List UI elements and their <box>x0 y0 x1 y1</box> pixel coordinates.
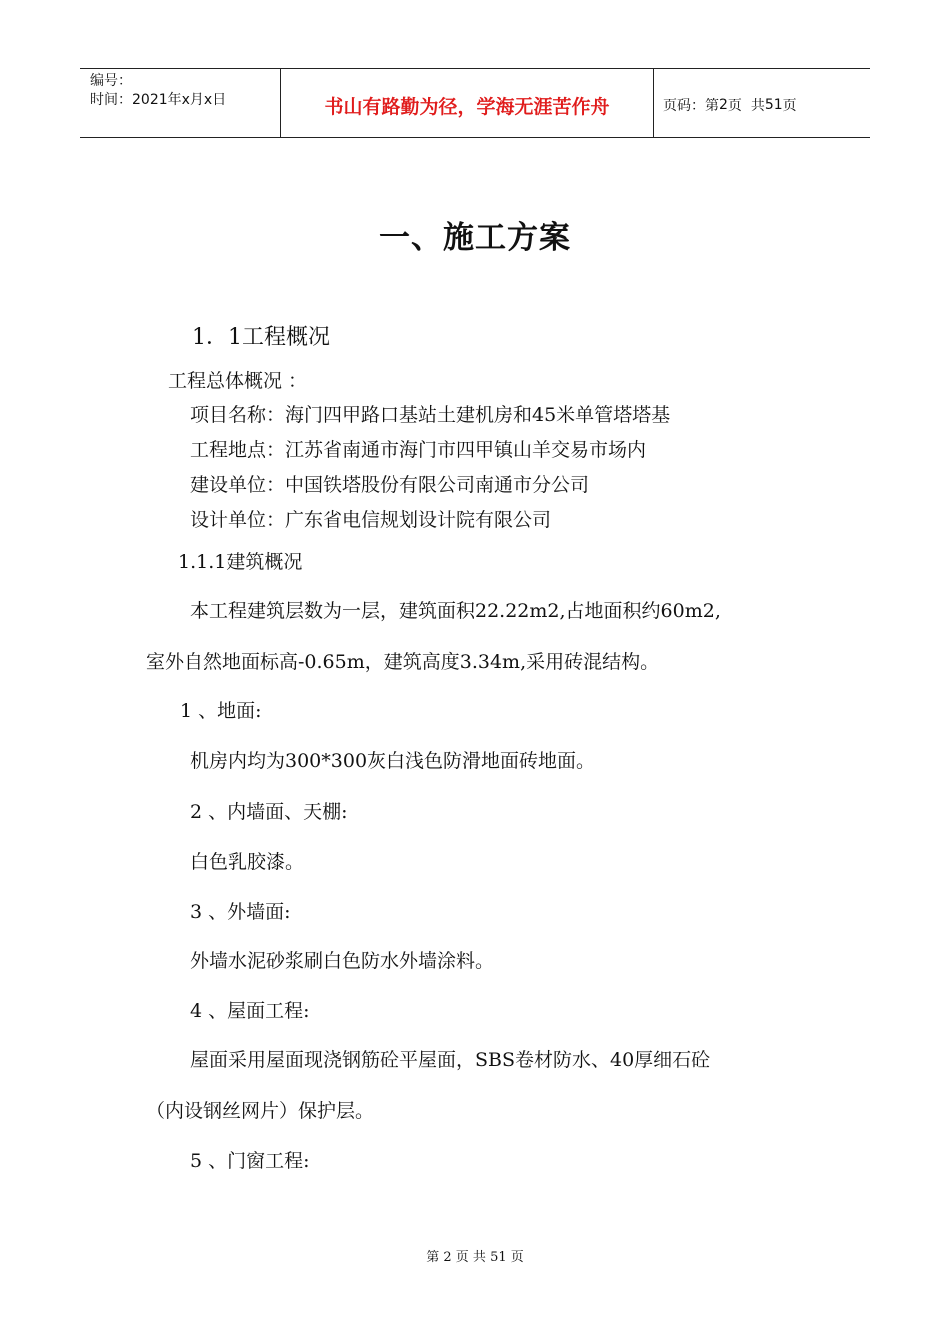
page-title: 一、施工方案 <box>379 220 571 256</box>
document-time-label: 时间：2021年x月x日 <box>90 92 227 108</box>
building-para-line1: 本工程建筑层数为一层，建筑面积22.22m2,占地面积约60m2, <box>190 600 721 622</box>
construction-unit: 建设单位：中国铁塔股份有限公司南通市分公司 <box>190 474 590 496</box>
item5-title: 5 、门窗工程: <box>190 1150 310 1172</box>
item1-body: 机房内均为300*300灰白浅色防滑地面砖地面。 <box>190 750 596 772</box>
item1-title: 1 、地面: <box>180 700 262 722</box>
page-footer <box>0 1246 950 1265</box>
page-total: 51 <box>764 97 783 113</box>
footer-prefix: 第 <box>426 1250 444 1265</box>
page-label-prefix: 页码：第 <box>663 98 719 114</box>
building-para-line2: 室外自然地面标高-0.65m，建筑高度3.34m,采用砖混结构。 <box>146 651 660 673</box>
footer-mid: 页 共 <box>451 1250 491 1265</box>
heading-1-1: 1．1工程概况 <box>192 325 330 350</box>
page-label-mid: 页 共 <box>727 98 765 114</box>
project-name: 项目名称：海门四甲路口基站土建机房和45米单管塔塔基 <box>190 404 671 426</box>
heading-1-1-1: 1.1.1建筑概况 <box>178 551 303 573</box>
header-page-number <box>654 69 870 137</box>
document-number-label: 编号： <box>90 73 132 89</box>
item3-body: 外墙水泥砂浆刷白色防水外墙涂料。 <box>190 950 495 972</box>
item4-body-line2: （内设钢丝网片）保护层。 <box>146 1100 375 1122</box>
project-location: 工程地点：江苏省南通市海门市四甲镇山羊交易市场内 <box>190 439 647 461</box>
header-table <box>80 68 870 138</box>
item4-body-line1: 屋面采用屋面现浇钢筋砼平屋面，SBS卷材防水、40厚细石砼 <box>190 1049 711 1071</box>
design-unit: 设计单位：广东省电信规划设计院有限公司 <box>190 509 552 531</box>
item2-body: 白色乳胶漆。 <box>190 851 305 873</box>
footer-total: 51 <box>490 1250 507 1265</box>
overview-label: 工程总体概况 ： <box>168 370 308 392</box>
page-label-end: 页 <box>782 98 797 114</box>
item2-title: 2 、内墙面、天棚: <box>190 801 348 823</box>
item4-title: 4 、屋面工程: <box>190 1000 310 1022</box>
footer-current: 2 <box>443 1250 452 1265</box>
header-meta-cell <box>80 69 281 137</box>
footer-suffix: 页 <box>506 1250 524 1265</box>
page-current: 2 <box>719 97 728 113</box>
item3-title: 3 、外墙面: <box>190 901 291 923</box>
header-motto: 书山有路勤为径，学海无涯苦作舟 <box>281 69 654 137</box>
